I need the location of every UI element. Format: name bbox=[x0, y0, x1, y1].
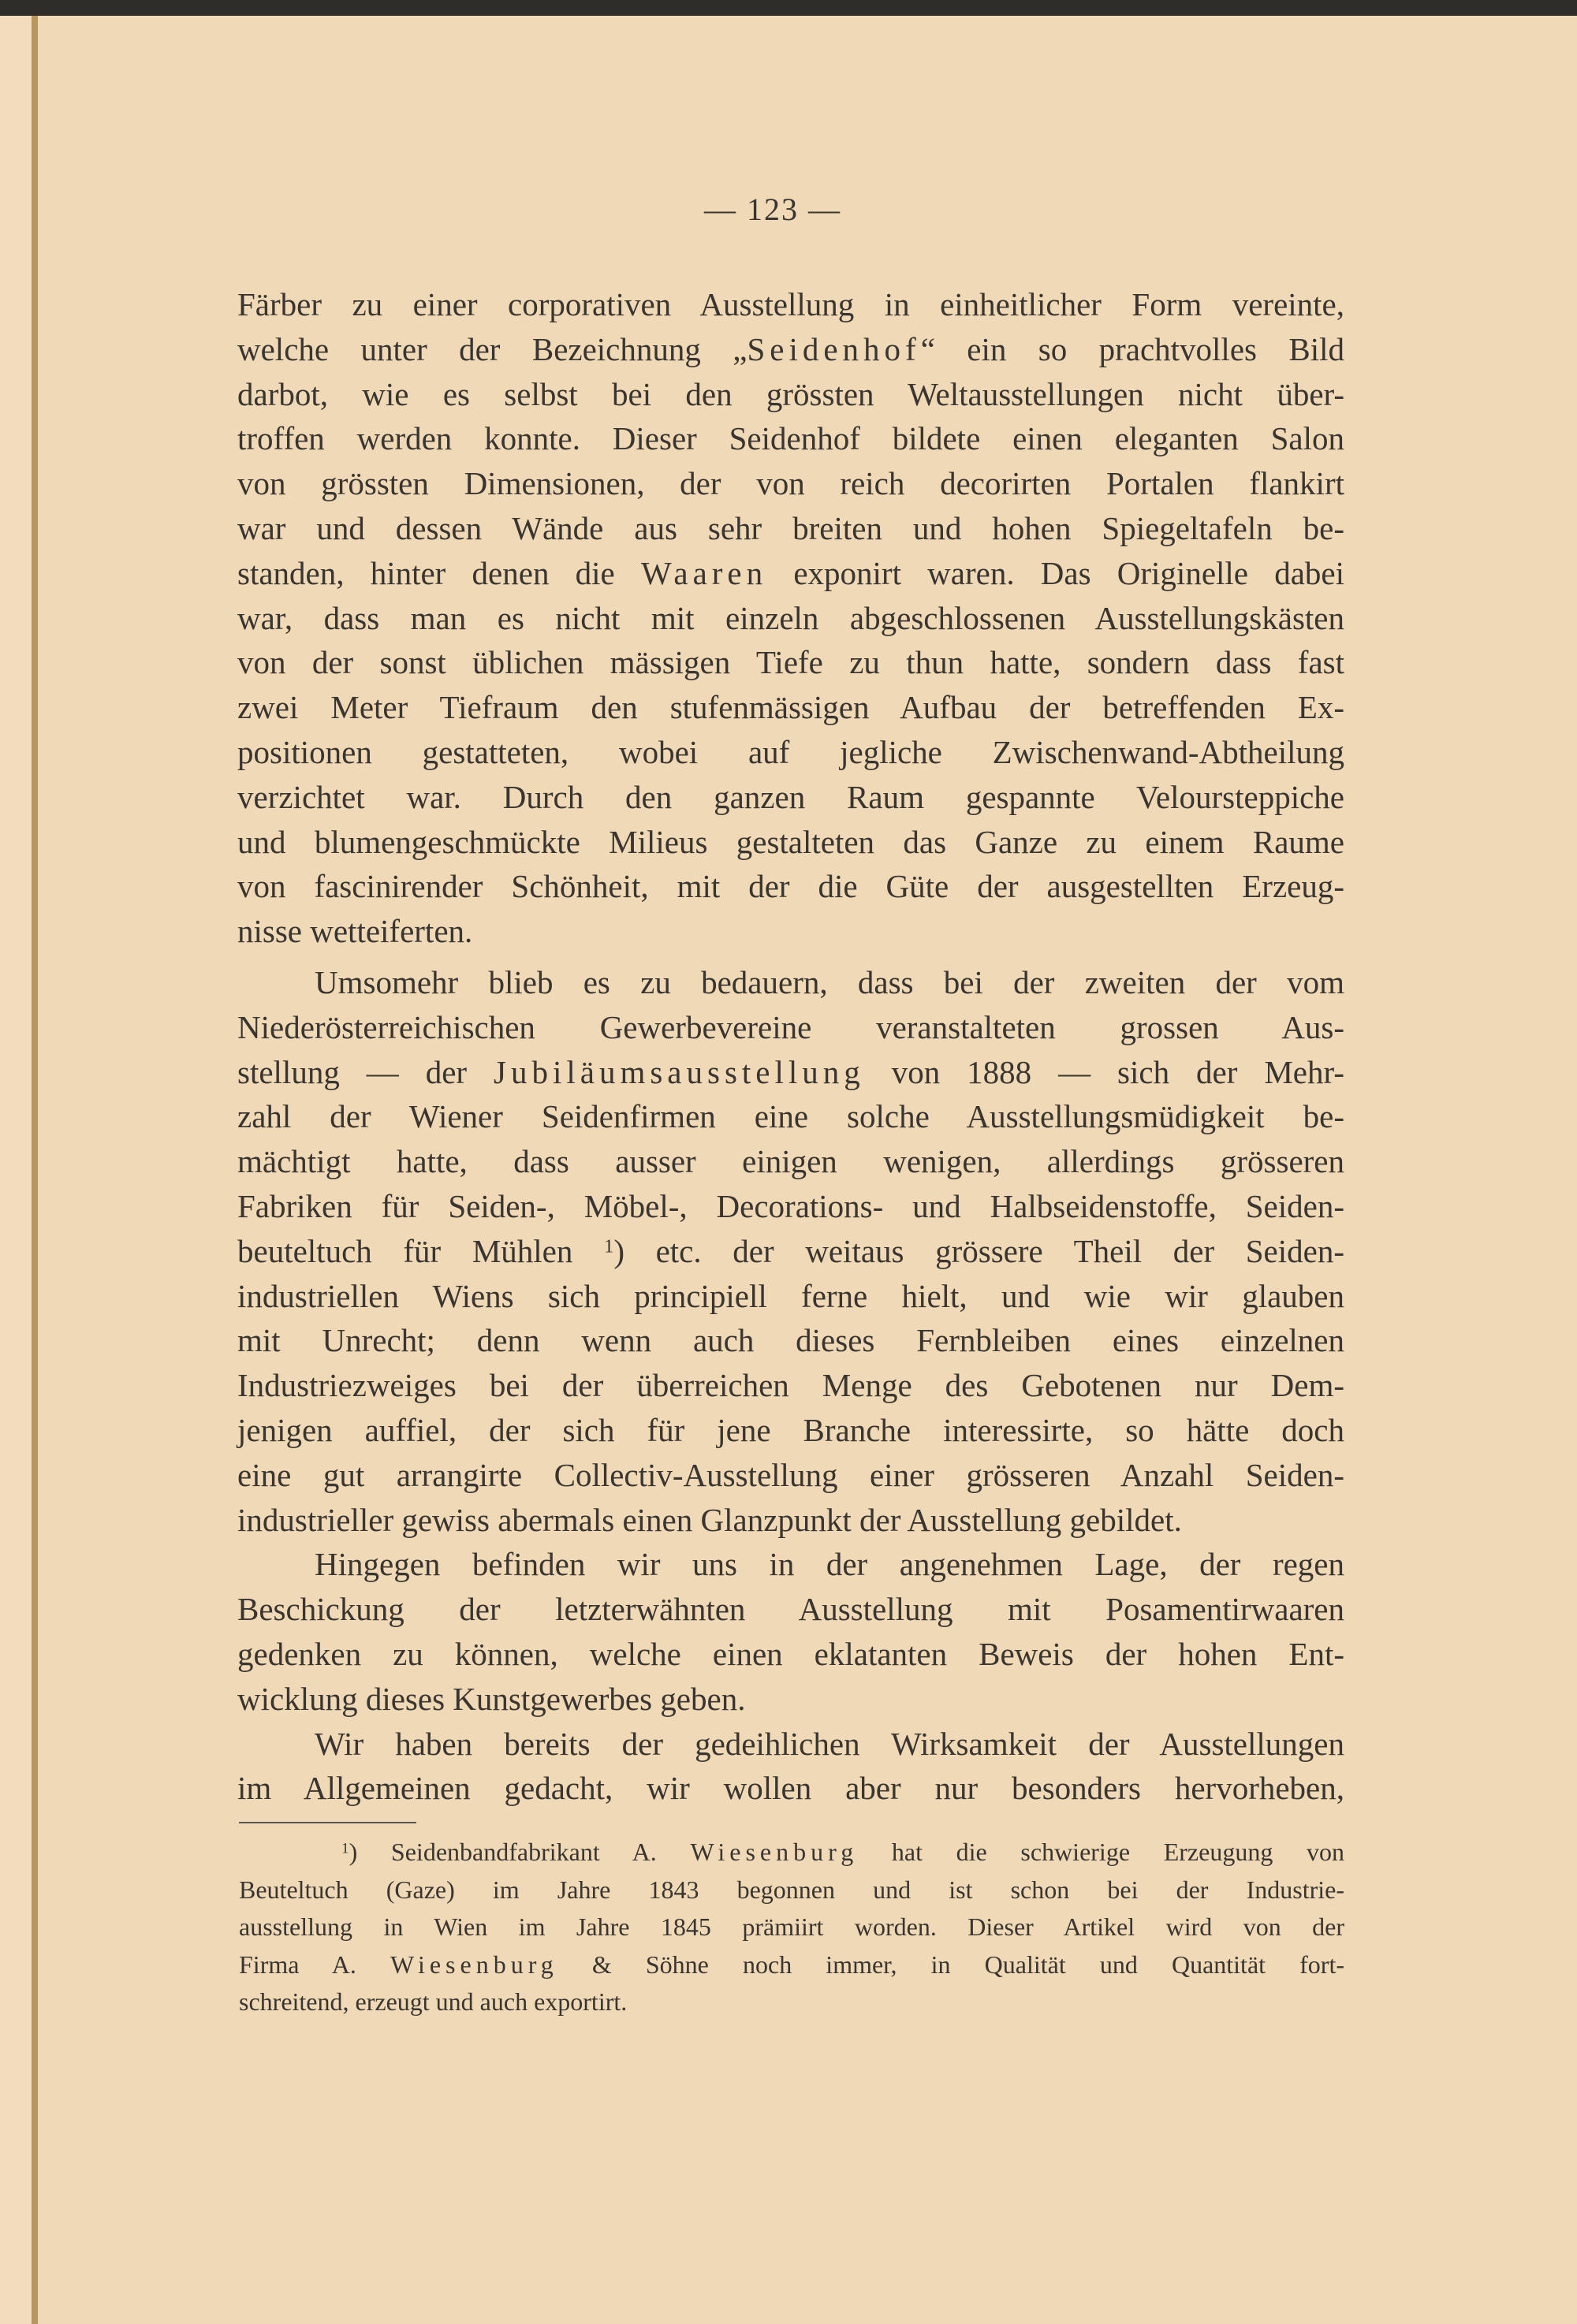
page-number: — 123 — bbox=[704, 192, 841, 227]
text-line bbox=[237, 551, 1344, 596]
text-line bbox=[237, 1139, 1344, 1184]
text-run: jenigen auffiel, der sich für jene Branche interessirte, so hätte doch bbox=[237, 1411, 1344, 1448]
text-run: Beuteltuch (Gaze) im Jahre 1843 begonnen und ist schon bei der Industrie- bbox=[239, 1875, 1344, 1904]
footnote-marker: 1 bbox=[604, 1235, 614, 1257]
text-line bbox=[237, 1677, 1344, 1722]
footnote-line bbox=[239, 1909, 1344, 1946]
text-run: von 1888 — sich der Mehr- bbox=[864, 1053, 1344, 1090]
text-run: Färber zu einer corporativen Ausstellung in einheitlicher Form vereinte, bbox=[237, 286, 1344, 322]
text-line bbox=[237, 730, 1344, 775]
spaced-emphasis: Wiesenburg bbox=[390, 1950, 558, 1979]
text-line bbox=[237, 1632, 1344, 1677]
text-line bbox=[237, 820, 1344, 865]
text-run: Firma A. bbox=[239, 1950, 391, 1979]
footnote-marker: 1 bbox=[341, 1840, 349, 1857]
text-run: war und dessen Wände aus sehr breiten und hohen Spiegeltafeln be- bbox=[237, 509, 1344, 546]
footnote-line bbox=[239, 1834, 1344, 1871]
scan-top-edge bbox=[0, 0, 1577, 16]
text-line bbox=[237, 596, 1344, 641]
text-run: welche unter der Bezeichnung „ bbox=[237, 330, 747, 367]
text-run: Beschickung der letzterwähnten Ausstellung mit Posamentirwaaren bbox=[237, 1591, 1344, 1628]
footnote-line bbox=[239, 1946, 1344, 1984]
text-line bbox=[237, 909, 1344, 954]
text-line bbox=[237, 416, 1344, 461]
text-line bbox=[237, 461, 1344, 506]
text-line bbox=[237, 1542, 1344, 1587]
text-line bbox=[237, 1229, 1344, 1274]
text-line bbox=[237, 1363, 1344, 1408]
text-line bbox=[237, 1274, 1344, 1319]
footnote bbox=[239, 1834, 1344, 2021]
text-run: ausstellung in Wien im Jahre 1845 prämiirt worden. Dieser Artikel wird von der bbox=[239, 1912, 1344, 1941]
text-line bbox=[237, 864, 1344, 909]
text-line bbox=[237, 1722, 1344, 1767]
text-run: von fascinirender Schönheit, mit der die Güte der ausgestellten Erzeug- bbox=[237, 868, 1344, 905]
text-run: nisse wetteiferten. bbox=[237, 913, 473, 950]
text-run: verzichtet war. Durch den ganzen Raum gespannte Veloursteppiche bbox=[237, 778, 1344, 815]
text-run: Niederösterreichischen Gewerbevereine veranstalteten grossen Aus- bbox=[237, 1008, 1344, 1045]
spaced-emphasis: Waaren bbox=[640, 554, 768, 591]
text-run: und blumengeschmückte Milieus gestalteten das Ganze zu einem Raume bbox=[237, 823, 1344, 860]
text-run: troffen werden konnte. Dieser Seidenhof bildete einen eleganten Salon bbox=[237, 420, 1344, 457]
text-line bbox=[237, 1050, 1344, 1095]
text-run: industriellen Wiens sich principiell ferne hielt, und wie wir glauben bbox=[237, 1277, 1344, 1314]
text-line bbox=[237, 960, 1344, 1005]
text-line bbox=[237, 640, 1344, 685]
text-line bbox=[237, 1408, 1344, 1453]
footnote-line bbox=[239, 1871, 1344, 1909]
text-line bbox=[237, 1184, 1344, 1229]
text-run: industrieller gewiss abermals einen Glanzpunkt der Ausstellung gebildet. bbox=[237, 1501, 1182, 1538]
text-line bbox=[237, 1453, 1344, 1498]
text-run: von der sonst üblichen mässigen Tiefe zu thun hatte, sondern dass fast bbox=[237, 644, 1344, 681]
footnote-rule bbox=[239, 1822, 416, 1823]
text-run: zwei Meter Tiefraum den stufenmässigen Aufbau der betreffenden Ex- bbox=[237, 689, 1344, 726]
spaced-emphasis: Seidenhof bbox=[747, 330, 921, 367]
text-run: gedenken zu können, welche einen eklatanten Beweis der hohen Ent- bbox=[237, 1635, 1344, 1672]
text-run: im Allgemeinen gedacht, wir wollen aber nur besonders hervorheben, bbox=[237, 1770, 1344, 1807]
text-line bbox=[237, 506, 1344, 551]
body-text bbox=[237, 282, 1344, 1811]
text-run: schreitend, erzeugt und auch exportirt. bbox=[239, 1987, 628, 2016]
text-run: ) etc. der weitaus grössere Theil der Seiden- bbox=[613, 1232, 1344, 1269]
text-run: darbot, wie es selbst bei den grössten Weltausstellungen nicht über- bbox=[237, 375, 1344, 412]
text-line bbox=[237, 1498, 1344, 1543]
text-run: von grössten Dimensionen, der von reich decorirten Portalen flankirt bbox=[237, 465, 1344, 502]
text-run: zahl der Wiener Seidenfirmen eine solche Ausstellungsmüdigkeit be- bbox=[237, 1098, 1344, 1135]
text-run: beuteltuch für Mühlen bbox=[237, 1232, 605, 1269]
text-run: Fabriken für Seiden-, Möbel-, Decorations- und Halbseidenstoffe, Seiden- bbox=[237, 1187, 1344, 1224]
spaced-emphasis: Wiesenburg bbox=[690, 1838, 859, 1866]
text-run: exponirt waren. Das Originelle dabei bbox=[767, 554, 1344, 591]
text-run: Hingegen befinden wir uns in der angenehmen Lage, der regen bbox=[315, 1546, 1344, 1583]
text-line bbox=[237, 1587, 1344, 1632]
text-run: Wir haben bereits der gedeihlichen Wirksamkeit der Ausstellungen bbox=[315, 1725, 1344, 1762]
text-line bbox=[237, 282, 1344, 327]
text-line bbox=[237, 1318, 1344, 1363]
text-run: & Söhne noch immer, in Qualität und Quantität fort- bbox=[557, 1950, 1345, 1979]
text-line bbox=[237, 327, 1344, 372]
text-run: mächtigt hatte, dass ausser einigen wenigen, allerdings grösseren bbox=[237, 1143, 1344, 1180]
text-run: war, dass man es nicht mit einzeln abgeschlossenen Ausstellungskästen bbox=[237, 599, 1344, 636]
text-run: mit Unrecht; denn wenn auch dieses Fernbleiben eines einzelnen bbox=[237, 1322, 1344, 1359]
text-line bbox=[237, 372, 1344, 417]
text-run: Industriezweiges bei der überreichen Menge des Gebotenen nur Dem- bbox=[237, 1367, 1344, 1404]
text-run: “ ein so prachtvolles Bild bbox=[920, 330, 1344, 367]
text-run: wicklung dieses Kunstgewerbes geben. bbox=[237, 1680, 746, 1717]
text-run: positionen gestatteten, wobei auf jegliche Zwischenwand-Abtheilung bbox=[237, 733, 1344, 770]
footnote-line bbox=[239, 1983, 1344, 2021]
text-line bbox=[237, 1766, 1344, 1811]
text-run: hat die schwierige Erzeugung von bbox=[858, 1838, 1345, 1866]
text-line bbox=[237, 1094, 1344, 1139]
text-run: stellung — der bbox=[237, 1053, 494, 1090]
scan-left-margin bbox=[0, 16, 32, 2324]
spaced-emphasis: Jubiläumsausstellung bbox=[494, 1053, 865, 1090]
text-run: Umsomehr blieb es zu bedauern, dass bei der zweiten der vom bbox=[315, 963, 1344, 1000]
text-line bbox=[237, 775, 1344, 820]
text-line bbox=[237, 1005, 1344, 1050]
text-line bbox=[237, 685, 1344, 730]
text-run: eine gut arrangirte Collectiv-Ausstellung einer grösseren Anzahl Seiden- bbox=[237, 1456, 1344, 1493]
book-gutter-line bbox=[32, 16, 38, 2324]
text-run: ) Seidenbandfabrikant A. bbox=[349, 1838, 691, 1866]
text-run: standen, hinter denen die bbox=[237, 554, 641, 591]
